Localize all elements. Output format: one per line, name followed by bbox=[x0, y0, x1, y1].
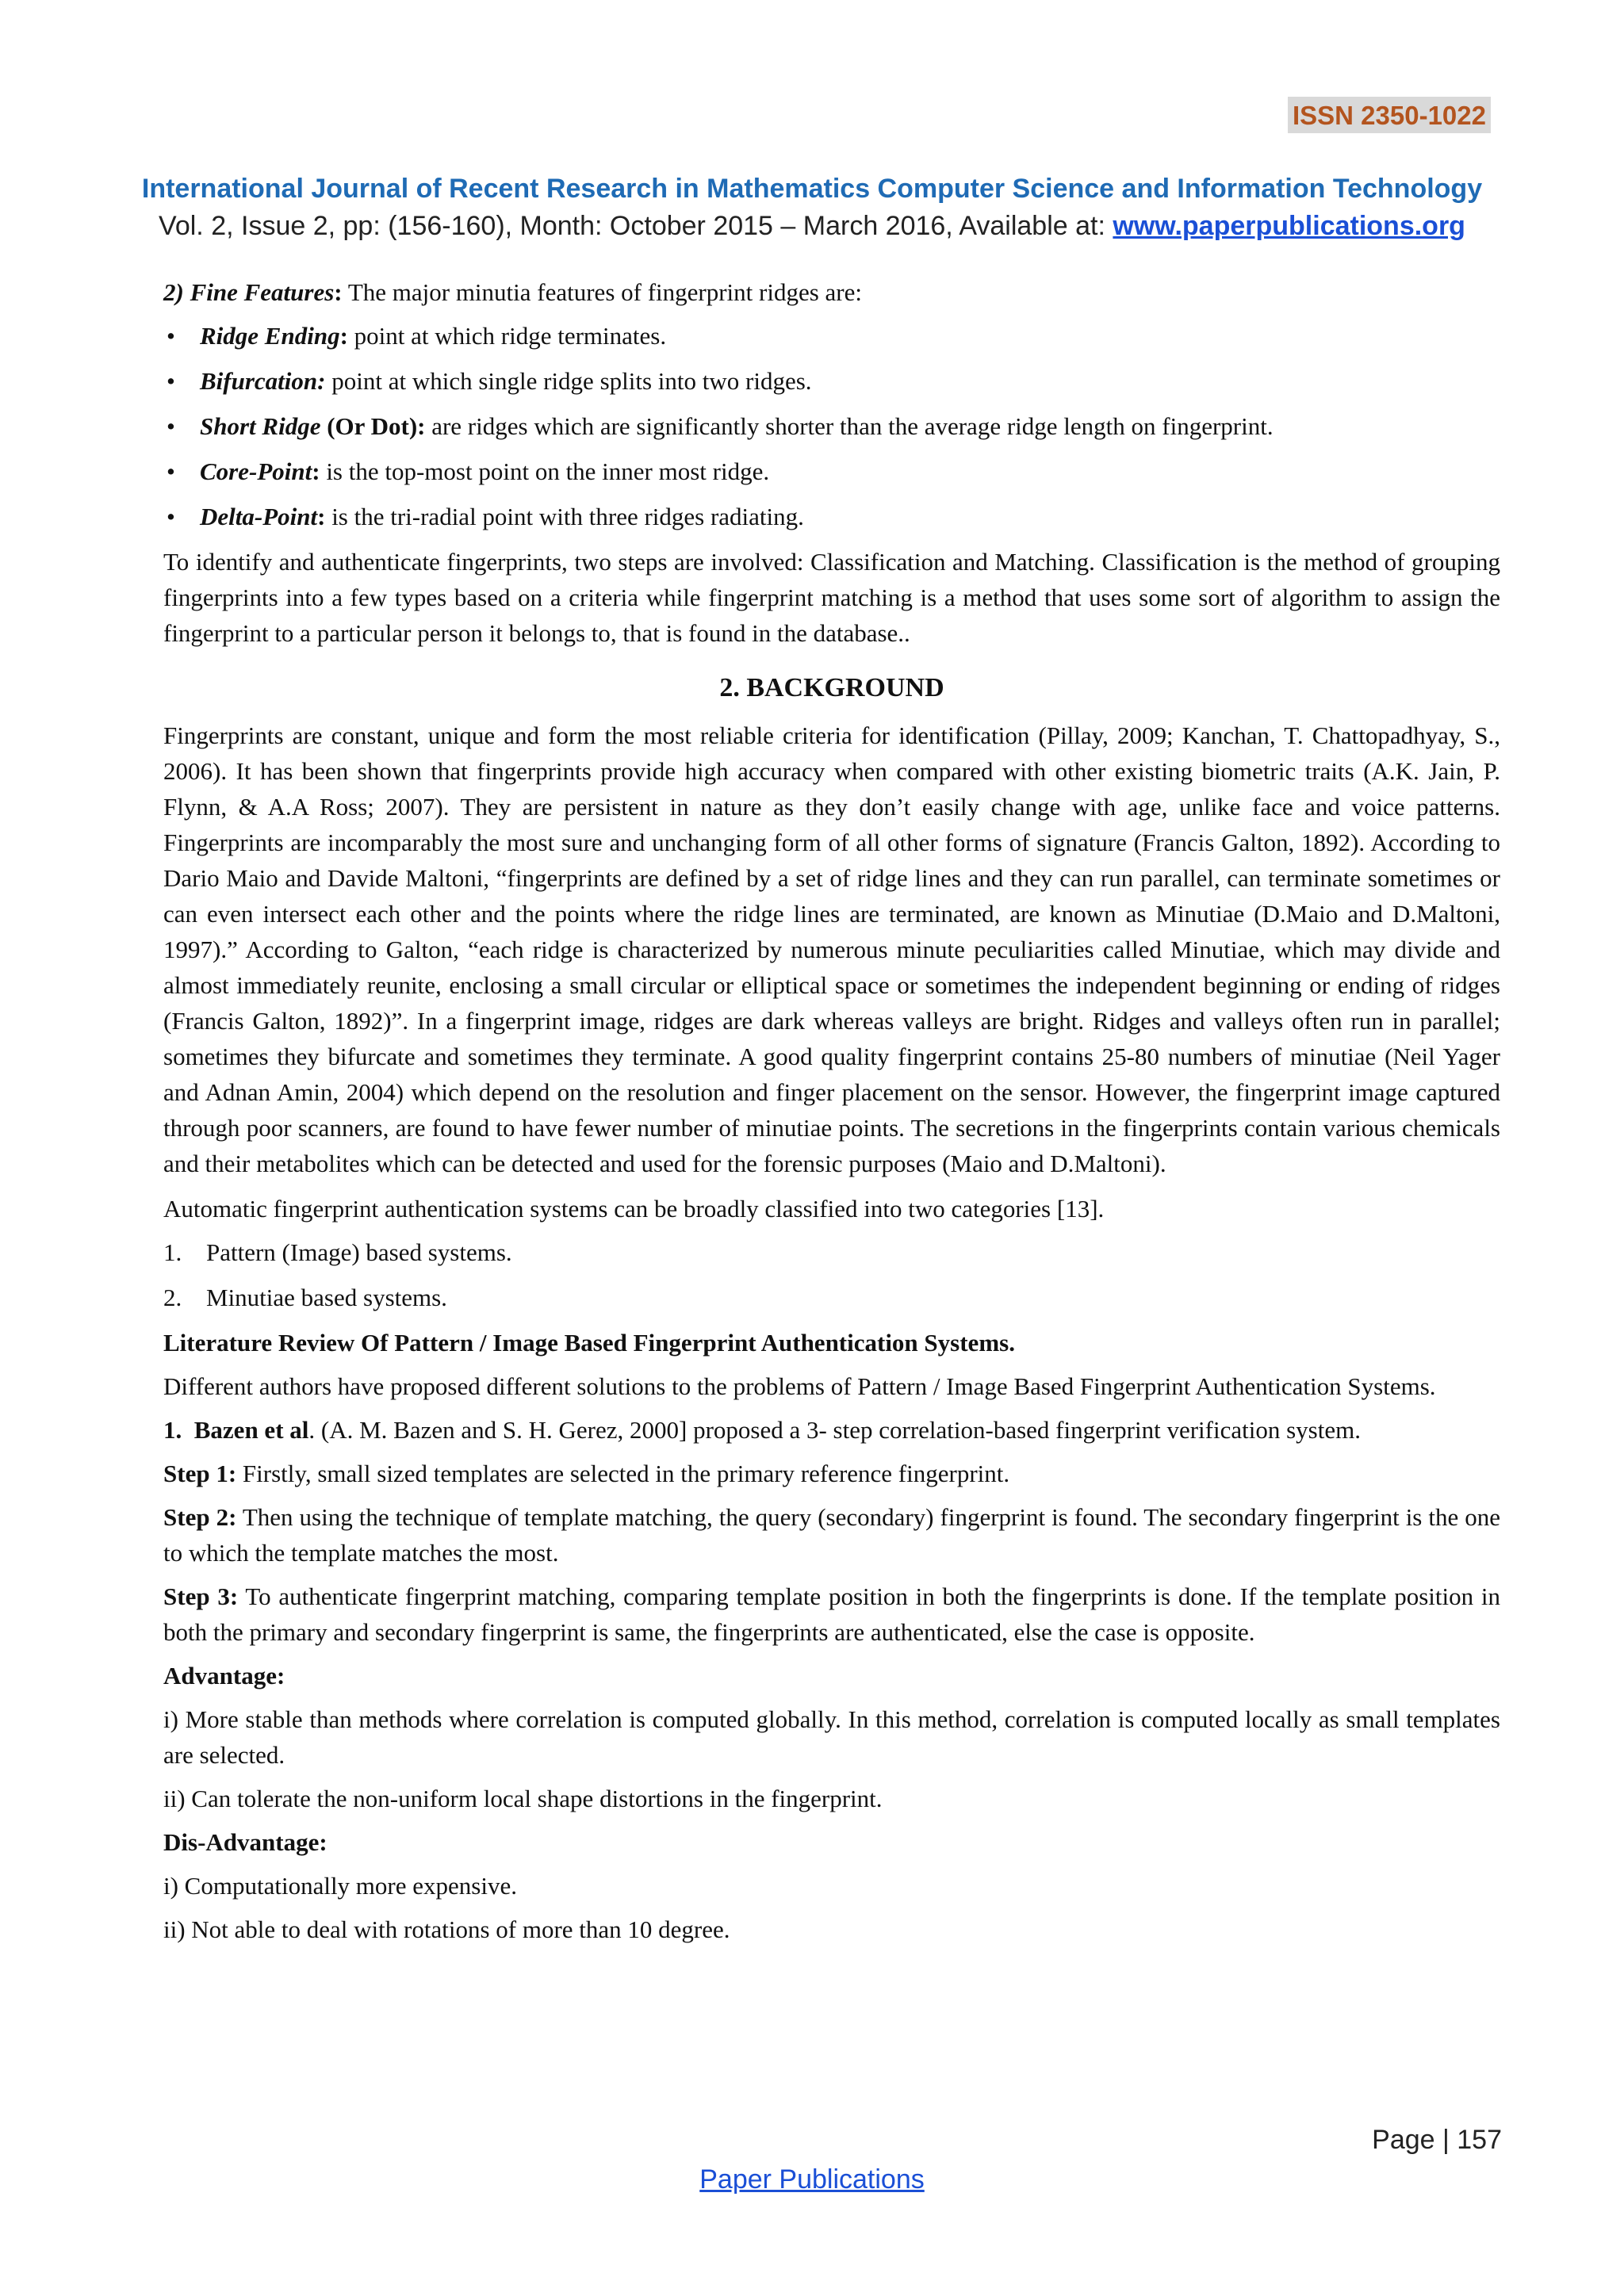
bullet-icon: • bbox=[167, 322, 175, 350]
category-label: Minutiae based systems. bbox=[206, 1284, 447, 1311]
list-item bbox=[163, 499, 1500, 534]
category-list bbox=[163, 1234, 1500, 1315]
step-text: Then using the technique of template matching, the query (secondary) fingerprint is found. The secondary fingerprint is the one to which the template matches the most. bbox=[163, 1503, 1500, 1567]
advantage-item: ii) Can tolerate the non-uniform local shape distortions in the fingerprint. bbox=[163, 1785, 883, 1812]
list-item bbox=[163, 1280, 1500, 1315]
advantage-heading bbox=[163, 1658, 1500, 1693]
disadvantage-heading-text: Dis-Advantage: bbox=[163, 1828, 327, 1856]
bazen-number: 1. bbox=[163, 1416, 182, 1444]
feature-term-colon: : bbox=[317, 503, 326, 530]
step-paragraph bbox=[163, 1456, 1500, 1491]
list-item bbox=[163, 408, 1500, 444]
journal-meta-text: Vol. 2, Issue 2, pp: (156-160), Month: October 2015 – March 2016, Available at: bbox=[159, 211, 1113, 241]
feature-term-colon: : bbox=[339, 322, 348, 350]
step-label: Step 1: bbox=[163, 1460, 237, 1487]
list-number: 2. bbox=[163, 1284, 182, 1311]
bullet-icon: • bbox=[167, 503, 175, 530]
step-text: Firstly, small sized templates are selected in the primary reference fingerprint. bbox=[236, 1460, 1010, 1487]
article-body bbox=[163, 274, 1500, 1955]
auto-systems-paragraph: Automatic fingerprint authentication systems can be broadly classified into two categories [13]. bbox=[163, 1195, 1105, 1223]
advantage-heading-text: Advantage: bbox=[163, 1662, 285, 1689]
step-paragraph bbox=[163, 1578, 1500, 1650]
list-item bbox=[163, 363, 1500, 399]
feature-term: Bifurcation: bbox=[200, 367, 326, 395]
list-item bbox=[163, 1234, 1500, 1270]
step-label: Step 2: bbox=[163, 1503, 237, 1531]
advantage-item: i) More stable than methods where correlation is computed globally. In this method, correlation is computed locally as small templates are selected. bbox=[163, 1705, 1500, 1769]
bazen-paragraph bbox=[163, 1412, 1500, 1448]
page-number: Page | 157 bbox=[1372, 2125, 1502, 2155]
category-label: Pattern (Image) based systems. bbox=[206, 1238, 512, 1266]
lit-review-heading bbox=[163, 1325, 1500, 1360]
publisher-link[interactable]: Paper Publications bbox=[699, 2164, 925, 2195]
fine-features-colon: : bbox=[334, 278, 343, 306]
feature-term-extra: (Or Dot): bbox=[320, 412, 426, 440]
feature-term: Core-Point bbox=[200, 457, 312, 485]
list-item bbox=[163, 318, 1500, 354]
step-label: Step 3: bbox=[163, 1582, 239, 1610]
feature-desc: is the tri-radial point with three ridges radiating. bbox=[325, 503, 804, 530]
feature-desc: point at which ridge terminates. bbox=[347, 322, 667, 350]
bullet-icon: • bbox=[167, 412, 175, 440]
journal-website-link[interactable]: www.paperpublications.org bbox=[1113, 211, 1465, 241]
step-paragraph bbox=[163, 1499, 1500, 1571]
bazen-name: Bazen et al bbox=[193, 1416, 309, 1444]
feature-desc: point at which single ridge splits into two ridges. bbox=[325, 367, 812, 395]
lit-review-intro: Different authors have proposed different solutions to the problems of Pattern / Image Based Fingerprint Authentication Systems. bbox=[163, 1372, 1436, 1400]
step-text: To authenticate fingerprint matching, comparing template position in both the fingerprints is done. If the template position in both the primary and secondary fingerprint is same, the fingerprints are authenticated, else the case is opposite. bbox=[163, 1582, 1500, 1646]
minutia-feature-list bbox=[163, 318, 1500, 534]
intro-paragraph: To identify and authenticate fingerprints, two steps are involved: Classification and Matching. Classification is the method of grouping fingerprints into a few types based on a criteria while fingerprint matching is a method that uses some sort of algorithm to assign the fingerprint to a particular person it belongs to, that is found in the database.. bbox=[163, 548, 1500, 647]
background-paragraph: Fingerprints are constant, unique and form the most reliable criteria for identification (Pillay, 2009; Kanchan, T. Chattopadhyay, S., 2006). It has been shown that fingerprints provide high accuracy when compared with other existing biometric traits (A.K. Jain, P. Flynn, & A.A Ross; 2007). They are persistent in nature as they don’t easily change with age, unlike face and voice patterns. Fingerprints are incomparably the most sure and unchanging form of all other forms of signature (Francis Galton, 1892). According to Dario Maio and Davide Maltoni, “fingerprints are defined by a set of ridge lines and they can run parallel, can terminate sometimes or can even intersect each other and the points where the ridge lines are terminated, are known as Minutiae (D.Maio and D.Maltoni, 1997).” According to Galton, “each ridge is characterized by numerous minute peculiarities called Minutiae, which may divide and almost immediately reunite, enclosing a small circular or elliptical space or sometimes the independent beginning or ending of ridges (Francis Galton, 1892)”. In a fingerprint image, ridges are dark whereas valleys are bright. Ridges and valleys often run in parallel; sometimes they bifurcate and sometimes they terminate. A good quality fingerprint contains 25-80 numbers of minutiae (Neil Yager and Adnan Amin, 2004) which depend on the resolution and finger placement on the sensor. However, the fingerprint image captured through poor scanners, are found to have fewer number of minutiae points. The secretions in the fingerprints contain various chemicals and their metabolites which can be detected and used for the forensic purposes (Maio and D.Maltoni). bbox=[163, 721, 1500, 1177]
bullet-icon: • bbox=[167, 457, 175, 485]
journal-meta bbox=[0, 208, 1624, 244]
feature-term: Ridge Ending bbox=[200, 322, 340, 350]
feature-term: Short Ridge bbox=[200, 412, 321, 440]
issn-badge: ISSN 2350-1022 bbox=[1288, 97, 1491, 133]
feature-desc: are ridges which are significantly shorter than the average ridge length on fingerprint. bbox=[425, 412, 1274, 440]
feature-term-colon: : bbox=[312, 457, 320, 485]
bazen-text: . (A. M. Bazen and S. H. Gerez, 2000] proposed a 3- step correlation-based fingerprint verification system. bbox=[308, 1416, 1361, 1444]
disadvantage-heading bbox=[163, 1824, 1500, 1860]
disadvantage-item: ii) Not able to deal with rotations of more than 10 degree. bbox=[163, 1915, 730, 1943]
fine-features-label: 2) Fine Features bbox=[163, 278, 335, 306]
lit-review-heading-text: Literature Review Of Pattern / Image Based Fingerprint Authentication Systems. bbox=[163, 1329, 1015, 1357]
section-heading-background: 2. BACKGROUND bbox=[719, 673, 944, 702]
disadvantage-item: i) Computationally more expensive. bbox=[163, 1872, 517, 1900]
list-item bbox=[163, 453, 1500, 489]
list-number: 1. bbox=[163, 1238, 182, 1266]
bullet-icon: • bbox=[167, 367, 175, 395]
fine-features-intro bbox=[163, 274, 1500, 310]
journal-title: International Journal of Recent Research in Mathematics Computer Science and Information Technology bbox=[141, 174, 1483, 204]
fine-features-text: The major minutia features of fingerprint ridges are: bbox=[342, 278, 862, 306]
footer bbox=[0, 2164, 1624, 2195]
feature-desc: is the top-most point on the inner most ridge. bbox=[320, 457, 770, 485]
feature-term: Delta-Point bbox=[200, 503, 318, 530]
